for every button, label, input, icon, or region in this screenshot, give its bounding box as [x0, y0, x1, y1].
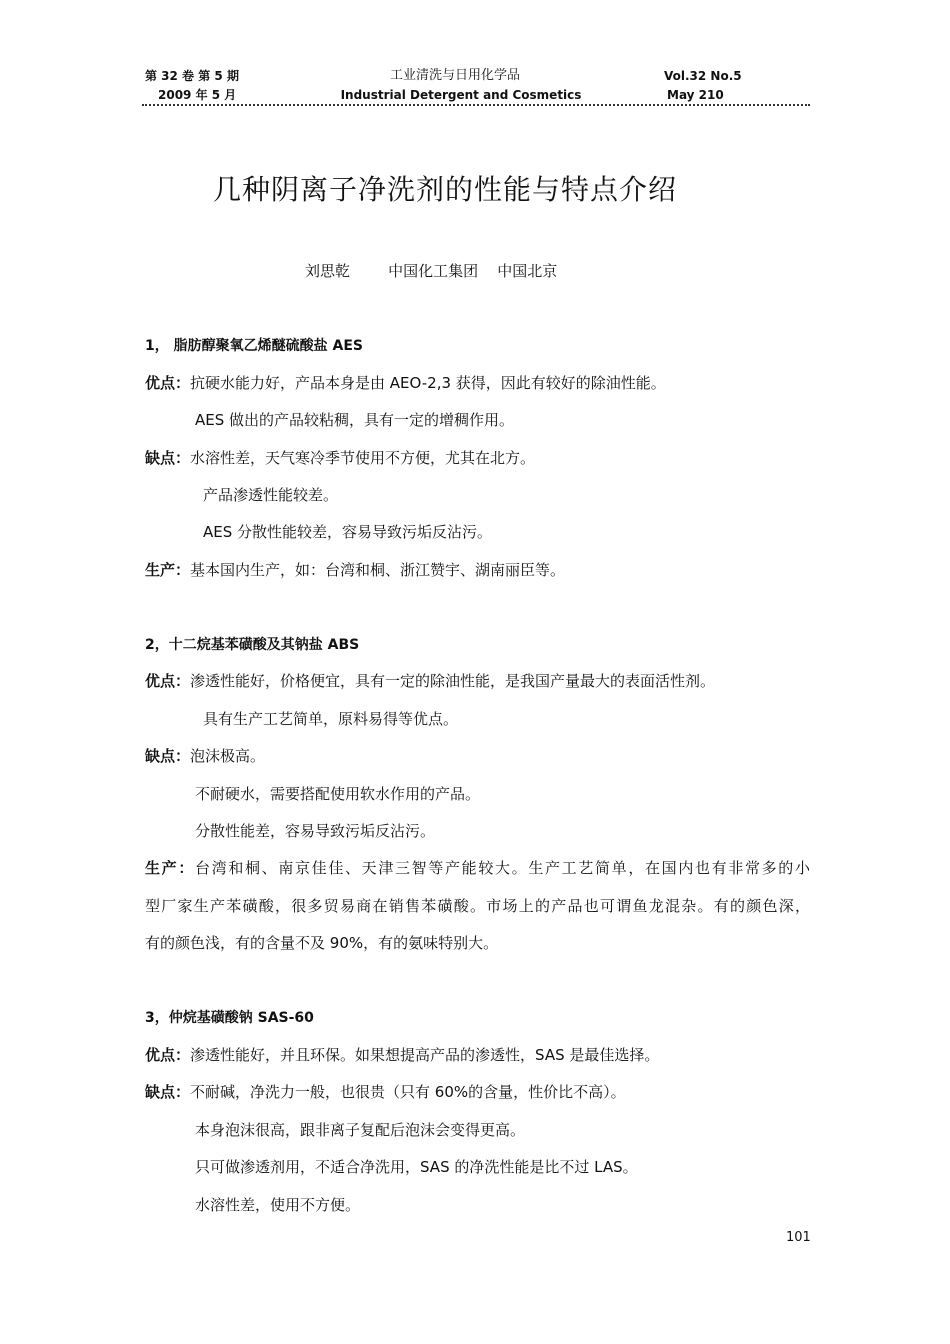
cons-text: 产品渗透性能较差。: [203, 486, 339, 504]
header-divider: [142, 104, 810, 106]
pros-line: [145, 1044, 659, 1066]
pros-label: 优点：: [145, 672, 191, 690]
cons-text: 不耐碱，净洗力一般，也很贵（只有 60%的含量，性价比不高）。: [190, 1083, 626, 1101]
cons-text: 泡沫极高。: [190, 747, 266, 765]
production-label: 生产：: [145, 561, 191, 579]
pros-text: 渗透性能好，价格便宜，具有一定的除油性能，是我国产量最大的表面活性剂。: [190, 672, 716, 690]
production-line: [145, 857, 810, 879]
page-number: 101: [786, 1230, 811, 1245]
journal-name-cn: 工业清洗与日用化学品: [389, 68, 520, 83]
publication-date: 2009 年 5 月: [158, 88, 237, 102]
cons-label: 缺点：: [145, 1083, 191, 1101]
cons-line: [145, 1081, 626, 1103]
production-line: [145, 559, 565, 581]
cons-line: [145, 745, 265, 767]
cons-text: 水溶性差，使用不方便。: [195, 1196, 361, 1214]
section-heading: 3，仲烷基磺酸钠 SAS-60: [145, 1010, 314, 1026]
pros-text: 抗硬水能力好，产品本身是由 AEO-2,3 获得，因此有较好的除油性能。: [190, 374, 666, 392]
section-heading: 1， 脂肪醇聚氧乙烯醚硫酸盐 AES: [145, 338, 363, 354]
cons-text: 分散性能差，容易导致污垢反沾污。: [195, 822, 436, 840]
cons-text: 不耐硬水，需要搭配使用软水作用的产品。: [195, 785, 481, 803]
pros-label: 优点：: [145, 1046, 191, 1064]
section-heading: 2，十二烷基苯磺酸及其钠盐 ABS: [145, 637, 360, 653]
production-text: 基本国内生产，如：台湾和桐、浙江赞宇、湖南丽臣等。: [190, 561, 566, 579]
cons-text: 本身泡沫很高，跟非离子复配后泡沫会变得更高。: [195, 1121, 526, 1139]
journal-name-en: Industrial Detergent and Cosmetics: [340, 88, 582, 102]
production-label: 生产：: [145, 859, 195, 877]
pros-text: 具有生产工艺简单，原料易得等优点。: [203, 710, 459, 728]
volume-issue: 第 32 卷 第 5 期: [145, 69, 239, 83]
author-affiliation: 刘思乾 中国化工集团 中国北京: [305, 262, 558, 280]
cons-text: 只可做渗透剂用，不适合净洗用，SAS 的净洗性能是比不过 LAS。: [195, 1158, 638, 1176]
pros-text: 渗透性能好，并且环保。如果想提高产品的渗透性，SAS 是最佳选择。: [190, 1046, 660, 1064]
cons-line: [145, 447, 535, 469]
cons-text: AES 分散性能较差，容易导致污垢反沾污。: [203, 523, 493, 541]
article-title: 几种阴离子净洗剂的性能与特点介绍: [212, 173, 677, 206]
production-text: 台湾和桐、南京佳佳、天津三智等产能较大。生产工艺简单，在国内也有非常多的小: [195, 859, 810, 877]
production-text: 型厂家生产苯磺酸，很多贸易商在销售苯磺酸。市场上的产品也可谓鱼龙混杂。有的颜色深，: [145, 897, 810, 915]
cons-text: 水溶性差，天气寒冷季节使用不方便，尤其在北方。: [190, 449, 536, 467]
pros-line: [145, 670, 715, 692]
pros-line: [145, 372, 666, 394]
pros-text: AES 做出的产品较粘稠，具有一定的增稠作用。: [195, 411, 515, 429]
publication-date-en: May 210: [667, 88, 724, 102]
cons-label: 缺点：: [145, 449, 191, 467]
production-text: 有的颜色浅，有的含量不及 90%，有的氨味特别大。: [145, 934, 499, 952]
pros-label: 优点：: [145, 374, 191, 392]
volume-issue-en: Vol.32 No.5: [664, 69, 742, 83]
cons-label: 缺点：: [145, 747, 191, 765]
